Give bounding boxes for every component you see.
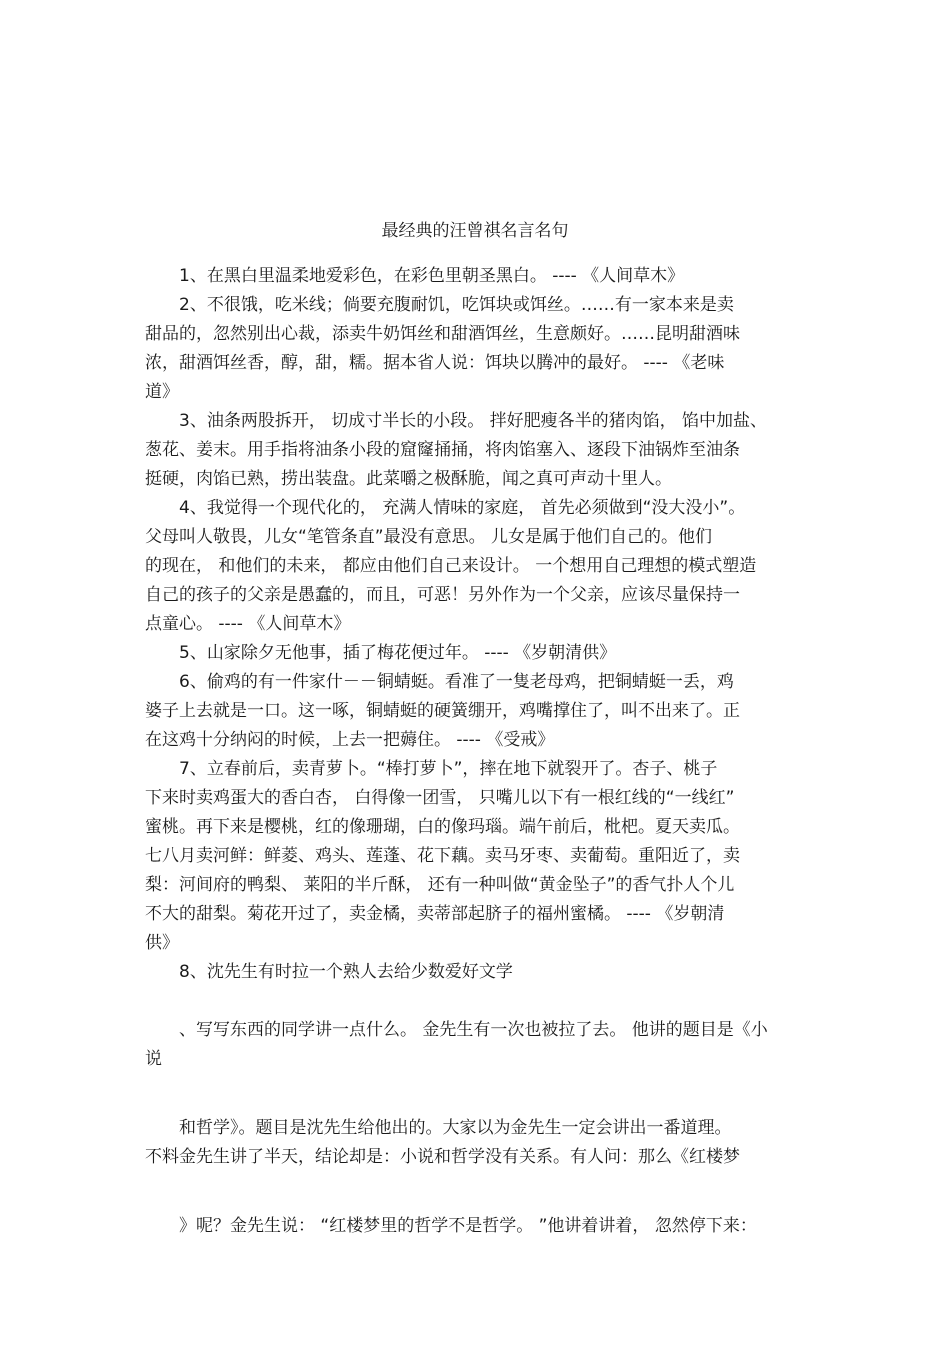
text-line: 不大的甜梨。菊花开过了，卖金橘，卖蒂部起脐子的福州蜜橘。 ---- 《岁朝清 bbox=[145, 904, 725, 924]
text-line: 的现在， 和他们的未来， 都应由他们自己来设计。 一个想用自己理想的模式塑造 bbox=[145, 556, 757, 576]
text-line: 1、在黑白里温柔地爱彩色，在彩色里朝圣黑白。 ---- 《人间草木》 bbox=[179, 266, 685, 286]
text-line: 4、我觉得一个现代化的， 充满人情味的家庭， 首先必须做到“没大没小”。 bbox=[179, 498, 746, 518]
text-line: 不料金先生讲了半天，结论却是：小说和哲学没有关系。有人问：那么《红楼梦 bbox=[145, 1147, 740, 1167]
text-line: 2、不很饿，吃米线；倘要充腹耐饥，吃饵块或饵丝。……有一家本来是卖 bbox=[179, 295, 734, 315]
document-body bbox=[145, 262, 805, 1241]
text-line: 葱花、姜末。用手指将油条小段的窟窿捅捅，将肉馅塞入、逐段下油锅炸至油条 bbox=[145, 440, 740, 460]
text-line: 在这鸡十分纳闷的时候，上去一把薅住。 ---- 《受戒》 bbox=[145, 730, 555, 750]
text-line: 蜜桃。再下来是樱桃，红的像珊瑚，白的像玛瑙。端午前后，枇杷。夏天卖瓜。 bbox=[145, 817, 740, 837]
text-line: 和哲学》。题目是沈先生给他出的。大家以为金先生一定会讲出一番道理。 bbox=[179, 1118, 732, 1138]
text-line: 婆子上去就是一口。这一啄，铜蜻蜓的硬簧绷开，鸡嘴撑住了，叫不出来了。正 bbox=[145, 701, 740, 721]
text-line: 父母叫人敬畏，儿女“笔管条直”最没有意思。 儿女是属于他们自己的。他们 bbox=[145, 527, 713, 547]
text-line: 供》 bbox=[145, 933, 179, 953]
text-line: 点童心。 ---- 《人间草木》 bbox=[145, 614, 351, 634]
text-line: 5、山家除夕无他事，插了梅花便过年。 ---- 《岁朝清供》 bbox=[179, 643, 617, 663]
text-line: 梨：河间府的鸭梨、 莱阳的半斤酥， 还有一种叫做“黄金坠子”的香气扑人个儿 bbox=[145, 875, 735, 895]
text-line: 挺硬，肉馅已熟，捞出装盘。此菜嚼之极酥脆，闻之真可声动十里人。 bbox=[145, 469, 672, 489]
text-line: 道》 bbox=[145, 382, 179, 402]
text-line: 下来时卖鸡蛋大的香白杏， 白得像一团雪， 只嘴儿以下有一根红线的“一线红” bbox=[145, 788, 735, 808]
text-line: 说 bbox=[145, 1049, 162, 1069]
text-line: 七八月卖河鲜：鲜菱、鸡头、莲蓬、花下藕。卖马牙枣、卖葡萄。重阳近了，卖 bbox=[145, 846, 740, 866]
text-line: 7、立春前后，卖青萝卜。“棒打萝卜”，摔在地下就裂开了。杏子、桃子 bbox=[179, 759, 718, 779]
text-line: 自己的孩子的父亲是愚蠢的，而且，可恶！另外作为一个父亲，应该尽量保持一 bbox=[145, 585, 740, 605]
document-title: 最经典的汪曾祺名言名句 bbox=[381, 221, 569, 241]
text-line: 、写写东西的同学讲一点什么。 金先生有一次也被拉了去。 他讲的题目是《小 bbox=[179, 1020, 768, 1040]
text-line: 浓，甜酒饵丝香，醇，甜，糯。据本省人说：饵块以腾冲的最好。 ---- 《老味 bbox=[145, 353, 725, 373]
text-line: 8、沈先生有时拉一个熟人去给少数爱好文学 bbox=[179, 962, 513, 982]
text-line: 3、油条两股拆开， 切成寸半长的小段。 拌好肥瘦各半的猪肉馅， 馅中加盐、 bbox=[179, 411, 768, 431]
text-line: 》呢？金先生说： “红楼梦里的哲学不是哲学。 ”他讲着讲着， 忽然停下来： bbox=[179, 1216, 757, 1236]
text-line: 甜品的，忽然别出心裁，添卖牛奶饵丝和甜酒饵丝，生意颇好。……昆明甜酒味 bbox=[145, 324, 740, 344]
text-line: 6、偷鸡的有一件家什－－铜蜻蜓。看准了一隻老母鸡，把铜蜻蜓一丢，鸡 bbox=[179, 672, 734, 692]
